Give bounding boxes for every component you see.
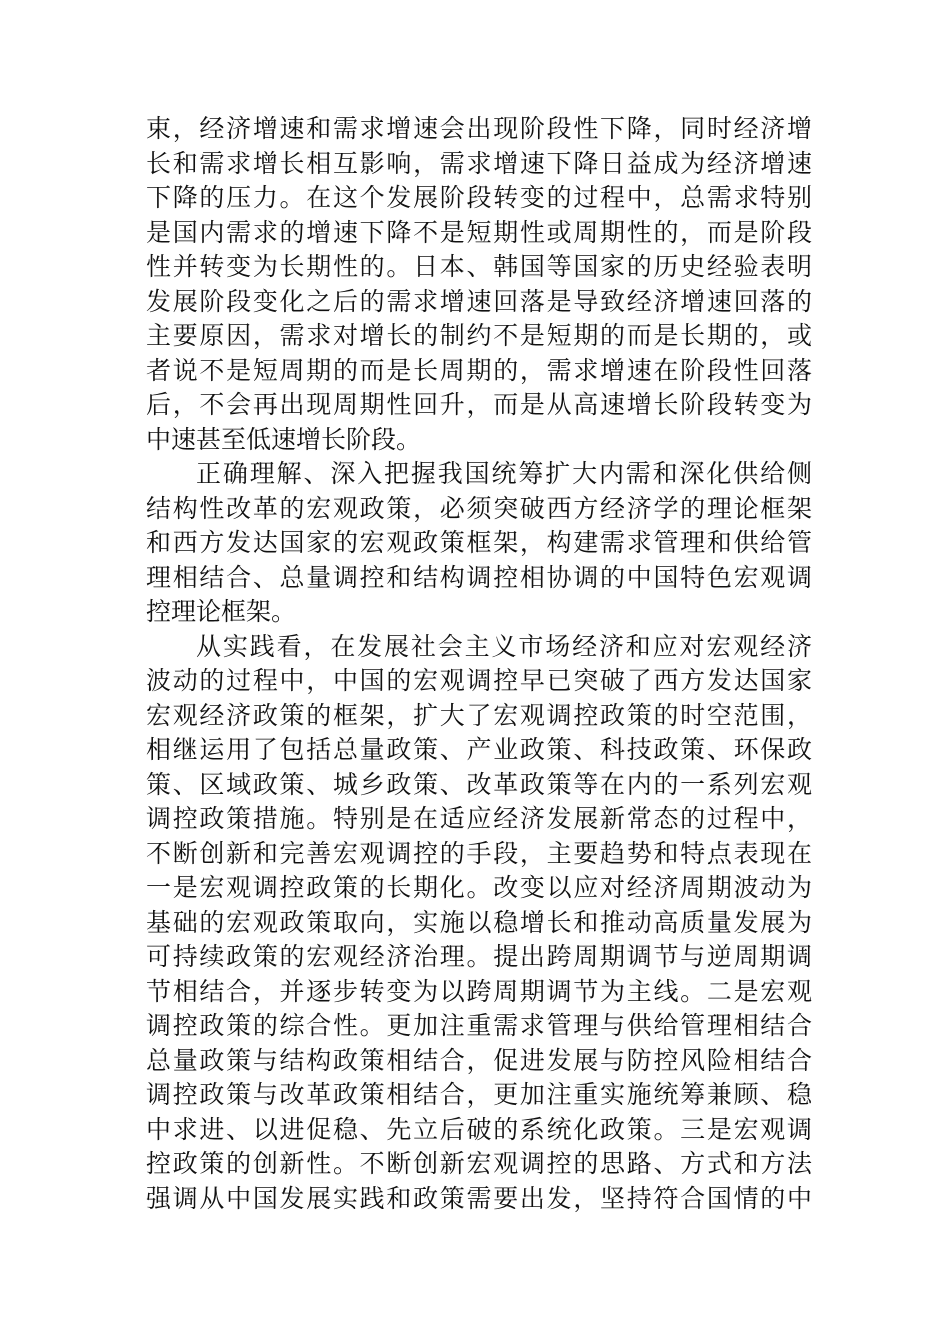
text-line: 基础的宏观政策取向，实施以稳增长和推动高质量发展为 bbox=[146, 907, 812, 937]
text-line: 策、区域政策、城乡政策、改革政策等在内的一系列宏观 bbox=[146, 769, 812, 799]
text-line: 后，不会再出现周期性回升，而是从高速增长阶段转变为 bbox=[146, 390, 812, 419]
text-line: 不断创新和完善宏观调控的手段，主要趋势和特点表现在 bbox=[146, 838, 812, 868]
text-line: 从实践看，在发展社会主义市场经济和应对宏观经济 bbox=[196, 631, 812, 661]
text-line: 节相结合，并逐步转变为以跨周期调节为主线。二是宏观 bbox=[146, 976, 812, 1006]
text-line: 宏观经济政策的框架，扩大了宏观调控政策的时空范围， bbox=[146, 700, 812, 730]
text-line: 长和需求增长相互影响，需求增速下降日益成为经济增速 bbox=[146, 148, 812, 178]
body-text bbox=[146, 112, 812, 1216]
text-line: 下降的压力。在这个发展阶段转变的过程中，总需求特别 bbox=[146, 183, 812, 212]
text-line: 理相结合、总量调控和结构调控相协调的中国特色宏观调 bbox=[146, 562, 812, 592]
text-line: 波动的过程中，中国的宏观调控早已突破了西方发达国家 bbox=[146, 666, 812, 695]
text-line: 是国内需求的增速下降不是短期性或周期性的，而是阶段 bbox=[146, 217, 812, 247]
text-line: 者说不是短周期的而是长周期的，需求增速在阶段性回落 bbox=[146, 355, 812, 385]
text-line: 主要原因，需求对增长的制约不是短期的而是长期的，或 bbox=[146, 321, 812, 350]
text-line: 中速甚至低速增长阶段。 bbox=[146, 424, 422, 454]
text-line: 总量政策与结构政策相结合，促进发展与防控风险相结合 bbox=[146, 1045, 812, 1075]
text-line: 调控政策与改革政策相结合，更加注重实施统筹兼顾、稳 bbox=[146, 1080, 812, 1109]
text-line: 束，经济增速和需求增速会出现阶段性下降，同时经济增 bbox=[146, 114, 812, 143]
text-line: 和西方发达国家的宏观政策框架，构建需求管理和供给管 bbox=[146, 528, 812, 557]
text-line: 中求进、以进促稳、先立后破的系统化政策。三是宏观调 bbox=[146, 1114, 812, 1144]
text-line: 强调从中国发展实践和政策需要出发，坚持符合国情的中 bbox=[146, 1183, 812, 1213]
text-line: 控政策的创新性。不断创新宏观调控的思路、方式和方法 bbox=[146, 1149, 812, 1178]
text-line: 调控政策措施。特别是在适应经济发展新常态的过程中， bbox=[146, 804, 812, 833]
text-line: 控理论框架。 bbox=[146, 597, 297, 626]
text-line: 发展阶段变化之后的需求增速回落是导致经济增速回落的 bbox=[146, 286, 812, 316]
text-line: 相继运用了包括总量政策、产业政策、科技政策、环保政 bbox=[146, 735, 812, 764]
text-line: 结构性改革的宏观政策，必须突破西方经济学的理论框架 bbox=[146, 493, 812, 523]
text-line: 一是宏观调控政策的长期化。改变以应对经济周期波动为 bbox=[146, 873, 812, 902]
text-line: 性并转变为长期性的。日本、韩国等国家的历史经验表明 bbox=[146, 252, 812, 281]
text-line: 调控政策的综合性。更加注重需求管理与供给管理相结合 bbox=[146, 1011, 812, 1040]
text-line: 可持续政策的宏观经济治理。提出跨周期调节与逆周期调 bbox=[146, 942, 812, 971]
text-line: 正确理解、深入把握我国统筹扩大内需和深化供给侧 bbox=[196, 459, 812, 488]
